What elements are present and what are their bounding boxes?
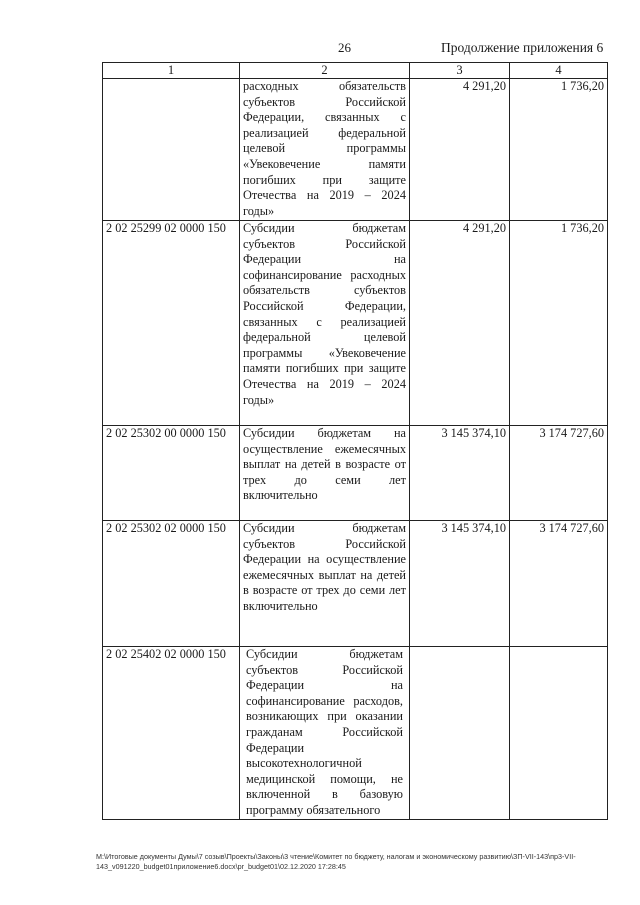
budget-table xyxy=(102,62,608,820)
row-value-2: 1 736,20 xyxy=(510,79,608,221)
column-header-3: 3 xyxy=(410,63,510,79)
row-value-2: 1 736,20 xyxy=(510,221,608,426)
row-code xyxy=(103,79,240,221)
table-row xyxy=(103,426,608,521)
file-path-footer: M:\Итоговые документы Думы\7 созыв\Проекты\Законы\3 чтение\Комитет по бюджету, налогам и экономическому развитию\ЗП-VII-143\пр3-VII-143_v091220_budget01приложение6.docx\pr_budget01\02.12.2020 17:28:45 xyxy=(96,852,576,871)
row-description: Субсидии бюджетам на осуществление ежемесячных выплат на детей в возрасте от трех до семи лет включительно xyxy=(240,426,410,521)
continuation-label: Продолжение приложения 6 xyxy=(441,40,604,55)
row-code: 2 02 25302 00 0000 150 xyxy=(103,426,240,521)
row-description: расходных обязательств субъектов Российской Федерации, связанных с реализацией федеральной целевой программы «Увековечение памяти погибших при защите Отечества на 2019 – 2024 годы» xyxy=(240,79,410,221)
row-code: 2 02 25299 02 0000 150 xyxy=(103,221,240,426)
row-description xyxy=(240,647,410,820)
column-header-2: 2 xyxy=(240,63,410,79)
row-value-2 xyxy=(510,647,608,820)
row-value-1: 4 291,20 xyxy=(410,221,510,426)
row-value-2: 3 174 727,60 xyxy=(510,426,608,521)
row-code: 2 02 25302 02 0000 150 xyxy=(103,521,240,647)
row-description-text: Субсидии бюджетам субъектов Российской Федерации на софинансирование расходов, возникающих при оказании гражданам Российской Федерации высокотехнологичной медицинской помощи, не включенной в базовую программу обязательного xyxy=(246,647,403,817)
row-value-1 xyxy=(410,647,510,820)
table-header-row xyxy=(103,63,608,79)
row-code: 2 02 25402 02 0000 150 xyxy=(103,647,240,820)
row-value-1: 3 145 374,10 xyxy=(410,521,510,647)
page-number: 26 xyxy=(338,40,351,55)
row-description: Субсидии бюджетам субъектов Российской Федерации на осуществление ежемесячных выплат на детей в возрасте от трех до семи лет включительно xyxy=(240,521,410,647)
column-header-4: 4 xyxy=(510,63,608,79)
table-row xyxy=(103,521,608,647)
row-value-1: 3 145 374,10 xyxy=(410,426,510,521)
row-description: Субсидии бюджетам субъектов Российской Федерации на софинансирование расходных обязательств субъектов Российской Федерации, связанных с реализацией федеральной целевой программы «Увековечение памяти погибших при защите Отечества на 2019 – 2024 годы» xyxy=(240,221,410,426)
column-header-1: 1 xyxy=(103,63,240,79)
table-row xyxy=(103,647,608,820)
row-value-2: 3 174 727,60 xyxy=(510,521,608,647)
table-row xyxy=(103,79,608,221)
row-value-1: 4 291,20 xyxy=(410,79,510,221)
table-row xyxy=(103,221,608,426)
